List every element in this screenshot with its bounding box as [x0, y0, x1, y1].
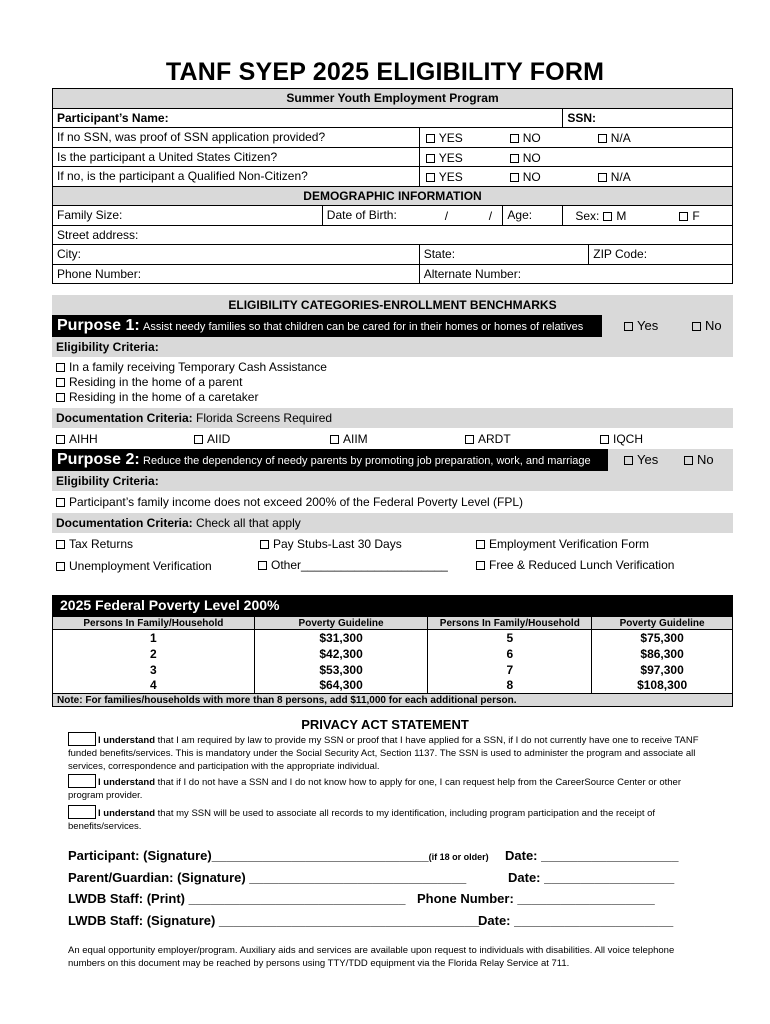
- criteria-label: Participant’s family income does not exceed 200% of the Federal Poverty Level (FPL): [69, 495, 524, 509]
- table-row: [53, 630, 733, 646]
- col-guideline: Poverty Guideline: [592, 617, 733, 630]
- doc-label: Pay Stubs-Last 30 Days: [273, 537, 402, 551]
- q3-na-option[interactable]: [598, 170, 631, 184]
- purpose-1-yes[interactable]: [624, 318, 658, 333]
- yes-label: Yes: [637, 318, 659, 333]
- doc-label: Unemployment Verification: [69, 559, 212, 573]
- doc-label: Employment Verification Form: [489, 537, 650, 551]
- checkbox-icon: [510, 134, 519, 143]
- criteria-label: Residing in the home of a caretaker: [69, 390, 259, 404]
- dob-separator: /: [444, 209, 449, 223]
- purpose-1-bar: [52, 315, 733, 337]
- page-title: TANF SYEP 2025 ELIGIBILITY FORM: [165, 58, 605, 86]
- persons-cell: 7: [428, 662, 592, 678]
- na-label: N/A: [610, 131, 631, 145]
- checkbox-icon: [56, 562, 65, 571]
- participant-signature-line[interactable]: [68, 848, 489, 863]
- ssn-label: SSN:: [567, 110, 596, 125]
- participant-signature-label: Participant: (Signature)______________________________: [68, 848, 429, 863]
- if-18-note: (if 18 or older): [428, 852, 489, 862]
- checkbox-icon: [510, 173, 519, 182]
- lwdb-date-line[interactable]: Date: ______________________: [478, 913, 674, 928]
- q-qualified-non-citizen: If no, is the participant a Qualified Non-Citizen?: [53, 167, 420, 187]
- na-label: N/A: [610, 170, 631, 184]
- participant-date-line[interactable]: Date: ___________________: [505, 848, 679, 863]
- dob-separator: /: [488, 209, 493, 223]
- privacy-act-title: PRIVACY ACT STATEMENT: [301, 717, 469, 732]
- understand-label: I understand: [98, 777, 156, 788]
- p1-criteria-item[interactable]: [52, 390, 733, 405]
- privacy-paragraph-3: [68, 805, 704, 833]
- purpose-2-text: Reduce the dependency of needy parents by promoting job preparation, work, and marriage: [143, 455, 591, 467]
- participant-info-table: [52, 88, 733, 284]
- eligibility-section: [52, 295, 733, 577]
- initial-box[interactable]: [68, 805, 96, 819]
- checkbox-icon: [600, 435, 609, 444]
- persons-cell: 8: [428, 678, 592, 694]
- checkbox-icon: [624, 456, 633, 465]
- p2-eligibility-criteria-heading: Eligibility Criteria:: [52, 471, 733, 491]
- doc-label: AIHH: [69, 432, 98, 446]
- poverty-note: Note: For families/households with more than 8 persons, add $11,000 for each additional person.: [52, 694, 733, 707]
- q3-yes-option[interactable]: [426, 170, 463, 184]
- table-row: [53, 678, 733, 694]
- phone-field[interactable]: [53, 264, 420, 284]
- doc-label: Other______________________: [271, 558, 448, 572]
- sex-field: [563, 206, 733, 226]
- age-field[interactable]: [503, 206, 563, 226]
- eligibility-banner: ELIGIBILITY CATEGORIES-ENROLLMENT BENCHMARKS: [52, 295, 733, 315]
- no-label: No: [697, 452, 714, 467]
- q-us-citizen: Is the participant a United States Citizen?: [53, 147, 420, 167]
- p1-criteria-item[interactable]: [52, 375, 733, 390]
- privacy-paragraph-1: [68, 732, 704, 773]
- purpose-2-no[interactable]: [684, 452, 714, 467]
- poverty-table-title: 2025 Federal Poverty Level 200%: [52, 595, 733, 616]
- p1-docs-row: [52, 428, 733, 449]
- checkbox-icon: [56, 363, 65, 372]
- criteria-label: In a family receiving Temporary Cash Assistance: [69, 360, 327, 374]
- lwdb-print-line[interactable]: LWDB Staff: (Print) ______________________________: [68, 891, 406, 906]
- persons-cell: 2: [53, 646, 255, 662]
- purpose-2-bar: [52, 449, 733, 471]
- participant-name-field[interactable]: [53, 108, 563, 128]
- city-field[interactable]: [53, 245, 420, 265]
- f-label: F: [692, 209, 700, 223]
- p1-documentation-heading: [52, 408, 733, 428]
- doc-criteria-text: Check all that apply: [196, 516, 301, 530]
- persons-cell: 5: [428, 630, 592, 646]
- purpose-1-no[interactable]: [692, 318, 722, 333]
- p1-criteria-item[interactable]: [52, 360, 733, 375]
- guideline-cell: $53,300: [254, 662, 428, 678]
- doc-criteria-text: Florida Screens Required: [196, 411, 333, 425]
- persons-cell: 3: [53, 662, 255, 678]
- p2-documentation-heading: [52, 513, 733, 533]
- parent-signature-line[interactable]: Parent/Guardian: (Signature) ______________________________: [68, 870, 467, 885]
- purpose-2-label: Purpose 2:: [57, 451, 140, 468]
- q1-yes-option[interactable]: [426, 131, 463, 145]
- table-row: [53, 646, 733, 662]
- guideline-cell: $75,300: [592, 630, 733, 646]
- understand-label: I understand: [98, 735, 156, 746]
- doc-label: Tax Returns: [69, 537, 134, 551]
- checkbox-icon: [476, 561, 485, 570]
- checkbox-icon: [258, 561, 267, 570]
- col-guideline: Poverty Guideline: [254, 617, 428, 630]
- state-label: State:: [423, 247, 456, 262]
- checkbox-icon: [194, 435, 203, 444]
- guideline-cell: $97,300: [592, 662, 733, 678]
- street-label: Street address:: [57, 227, 139, 242]
- state-field[interactable]: [419, 245, 589, 265]
- doc-label: ARDT: [478, 432, 511, 446]
- initial-box[interactable]: [68, 774, 96, 788]
- no-label: NO: [522, 150, 541, 165]
- sex-m-option[interactable]: [603, 209, 626, 223]
- phone-label: Phone Number:: [57, 266, 142, 281]
- privacy-paragraph-2: [68, 774, 704, 802]
- doc-aiim[interactable]: [330, 432, 368, 446]
- yes-label: Yes: [637, 452, 659, 467]
- checkbox-icon: [598, 134, 607, 143]
- doc-aiid[interactable]: [194, 432, 230, 446]
- checkbox-icon: [260, 540, 269, 549]
- guideline-cell: $108,300: [592, 678, 733, 694]
- checkbox-icon: [603, 212, 612, 221]
- zip-field[interactable]: [589, 245, 733, 265]
- checkbox-icon: [510, 154, 519, 163]
- lwdb-signature-line[interactable]: LWDB Staff: (Signature) ____________________________________: [68, 913, 480, 928]
- doc-other[interactable]: [258, 558, 448, 572]
- q-ssn-proof: If no SSN, was proof of SSN application provided?: [53, 128, 420, 148]
- q1-na-option[interactable]: [598, 131, 631, 145]
- checkbox-icon: [56, 435, 65, 444]
- zip-label: ZIP Code:: [593, 247, 648, 262]
- checkbox-icon: [330, 435, 339, 444]
- alt-label: Alternate Number:: [423, 266, 522, 281]
- initial-box[interactable]: [68, 732, 96, 746]
- col-persons: Persons In Family/Household: [53, 617, 255, 630]
- no-label: NO: [522, 170, 541, 184]
- purpose-1-label: Purpose 1:: [57, 317, 140, 334]
- street-address-field[interactable]: [53, 225, 733, 245]
- doc-pay-stubs[interactable]: [260, 537, 402, 551]
- checkbox-icon: [426, 173, 435, 182]
- checkbox-icon: [692, 322, 701, 331]
- doc-label: AIID: [207, 432, 231, 446]
- table-row: [53, 662, 733, 678]
- p1-eligibility-criteria-heading: Eligibility Criteria:: [52, 337, 733, 357]
- checkbox-icon: [56, 393, 65, 402]
- doc-criteria-label: Documentation Criteria:: [56, 411, 193, 425]
- doc-label: AIIM: [343, 432, 368, 446]
- doc-tax-returns[interactable]: [56, 537, 133, 551]
- doc-ardt[interactable]: [465, 432, 511, 446]
- persons-cell: 1: [53, 630, 255, 646]
- demographic-heading: DEMOGRAPHIC INFORMATION: [53, 186, 733, 206]
- q2-yes-option[interactable]: [426, 151, 463, 165]
- doc-employment-verification[interactable]: [476, 537, 649, 551]
- no-label: NO: [522, 131, 541, 145]
- purpose-2-yes[interactable]: [624, 452, 658, 467]
- m-label: M: [616, 209, 627, 223]
- parent-date-line[interactable]: Date: __________________: [508, 870, 675, 885]
- checkbox-icon: [56, 498, 65, 507]
- equal-opportunity-footer: An equal opportunity employer/program. Auxiliary aids and services are available upon request to individuals with disabilities. All voice telephone numbers on this document may be reached by persons using TTY/TDD equipment via the Florida Relay Service at 711.: [68, 945, 675, 969]
- q3-no-option[interactable]: [510, 170, 541, 184]
- purpose-1-text: Assist needy families so that children can be cared for in their homes or homes of relatives: [143, 321, 584, 333]
- checkbox-icon: [598, 173, 607, 182]
- doc-label: Free & Reduced Lunch Verification: [489, 558, 675, 572]
- persons-cell: 4: [53, 678, 255, 694]
- persons-cell: 6: [428, 646, 592, 662]
- p2-criteria-item[interactable]: [52, 491, 733, 513]
- checkbox-icon: [679, 212, 688, 221]
- dob-field[interactable]: [322, 206, 503, 226]
- privacy-text-3: that my SSN will be used to associate all records to my identification, including program participation and the receipt of benefits/services.: [68, 808, 656, 832]
- checkbox-icon: [426, 154, 435, 163]
- criteria-label: Residing in the home of a parent: [69, 375, 243, 389]
- p2-docs-grid: [52, 533, 733, 577]
- checkbox-icon: [56, 378, 65, 387]
- checkbox-icon: [426, 134, 435, 143]
- yes-label: YES: [438, 170, 463, 184]
- no-label: No: [705, 318, 722, 333]
- sex-f-option[interactable]: [679, 209, 699, 223]
- doc-free-reduced-lunch[interactable]: [476, 558, 674, 572]
- family-size-field[interactable]: [53, 206, 323, 226]
- poverty-level-table: [52, 595, 733, 707]
- doc-criteria-label: Documentation Criteria:: [56, 516, 193, 530]
- yes-label: YES: [438, 131, 463, 145]
- guideline-cell: $86,300: [592, 646, 733, 662]
- yes-label: YES: [438, 150, 463, 165]
- age-label: Age:: [507, 208, 533, 223]
- city-label: City:: [57, 247, 81, 262]
- guideline-cell: $64,300: [254, 678, 428, 694]
- dob-label: Date of Birth:: [326, 208, 397, 223]
- checkbox-icon: [476, 540, 485, 549]
- checkbox-icon: [56, 540, 65, 549]
- alternate-number-field[interactable]: [419, 264, 732, 284]
- col-persons: Persons In Family/Household: [428, 617, 592, 630]
- program-subtitle: Summer Youth Employment Program: [53, 89, 733, 109]
- lwdb-phone-line[interactable]: Phone Number: ___________________: [417, 891, 655, 906]
- q2-no-option[interactable]: [510, 151, 541, 165]
- sex-label: Sex:: [575, 209, 600, 223]
- checkbox-icon: [465, 435, 474, 444]
- family-size-label: Family Size:: [57, 208, 123, 223]
- guideline-cell: $31,300: [254, 630, 428, 646]
- doc-aihh[interactable]: [56, 432, 98, 446]
- participant-name-label: Participant’s Name:: [57, 110, 169, 125]
- privacy-text-1: that I am required by law to provide my SSN or proof that I have applied for a SSN, if I do not currently have one to receive TANF funded benefits/services. This is mandatory under the Social Security Act, Section 1137. The SSN is used to administer the program and associate all services, correspondence and participation with the appropriate individual.: [68, 735, 699, 772]
- understand-label: I understand: [98, 808, 156, 819]
- doc-label: IQCH: [613, 432, 643, 446]
- checkbox-icon: [624, 322, 633, 331]
- q1-no-option[interactable]: [510, 131, 541, 145]
- privacy-text-2: that if I do not have a SSN and I do not know how to apply for one, I can request help from the CareerSource Center or other program provider.: [68, 777, 681, 801]
- guideline-cell: $42,300: [254, 646, 428, 662]
- ssn-field[interactable]: [563, 108, 733, 128]
- doc-unemployment-verification[interactable]: [56, 559, 212, 573]
- doc-iqch[interactable]: [600, 432, 643, 446]
- checkbox-icon: [684, 456, 693, 465]
